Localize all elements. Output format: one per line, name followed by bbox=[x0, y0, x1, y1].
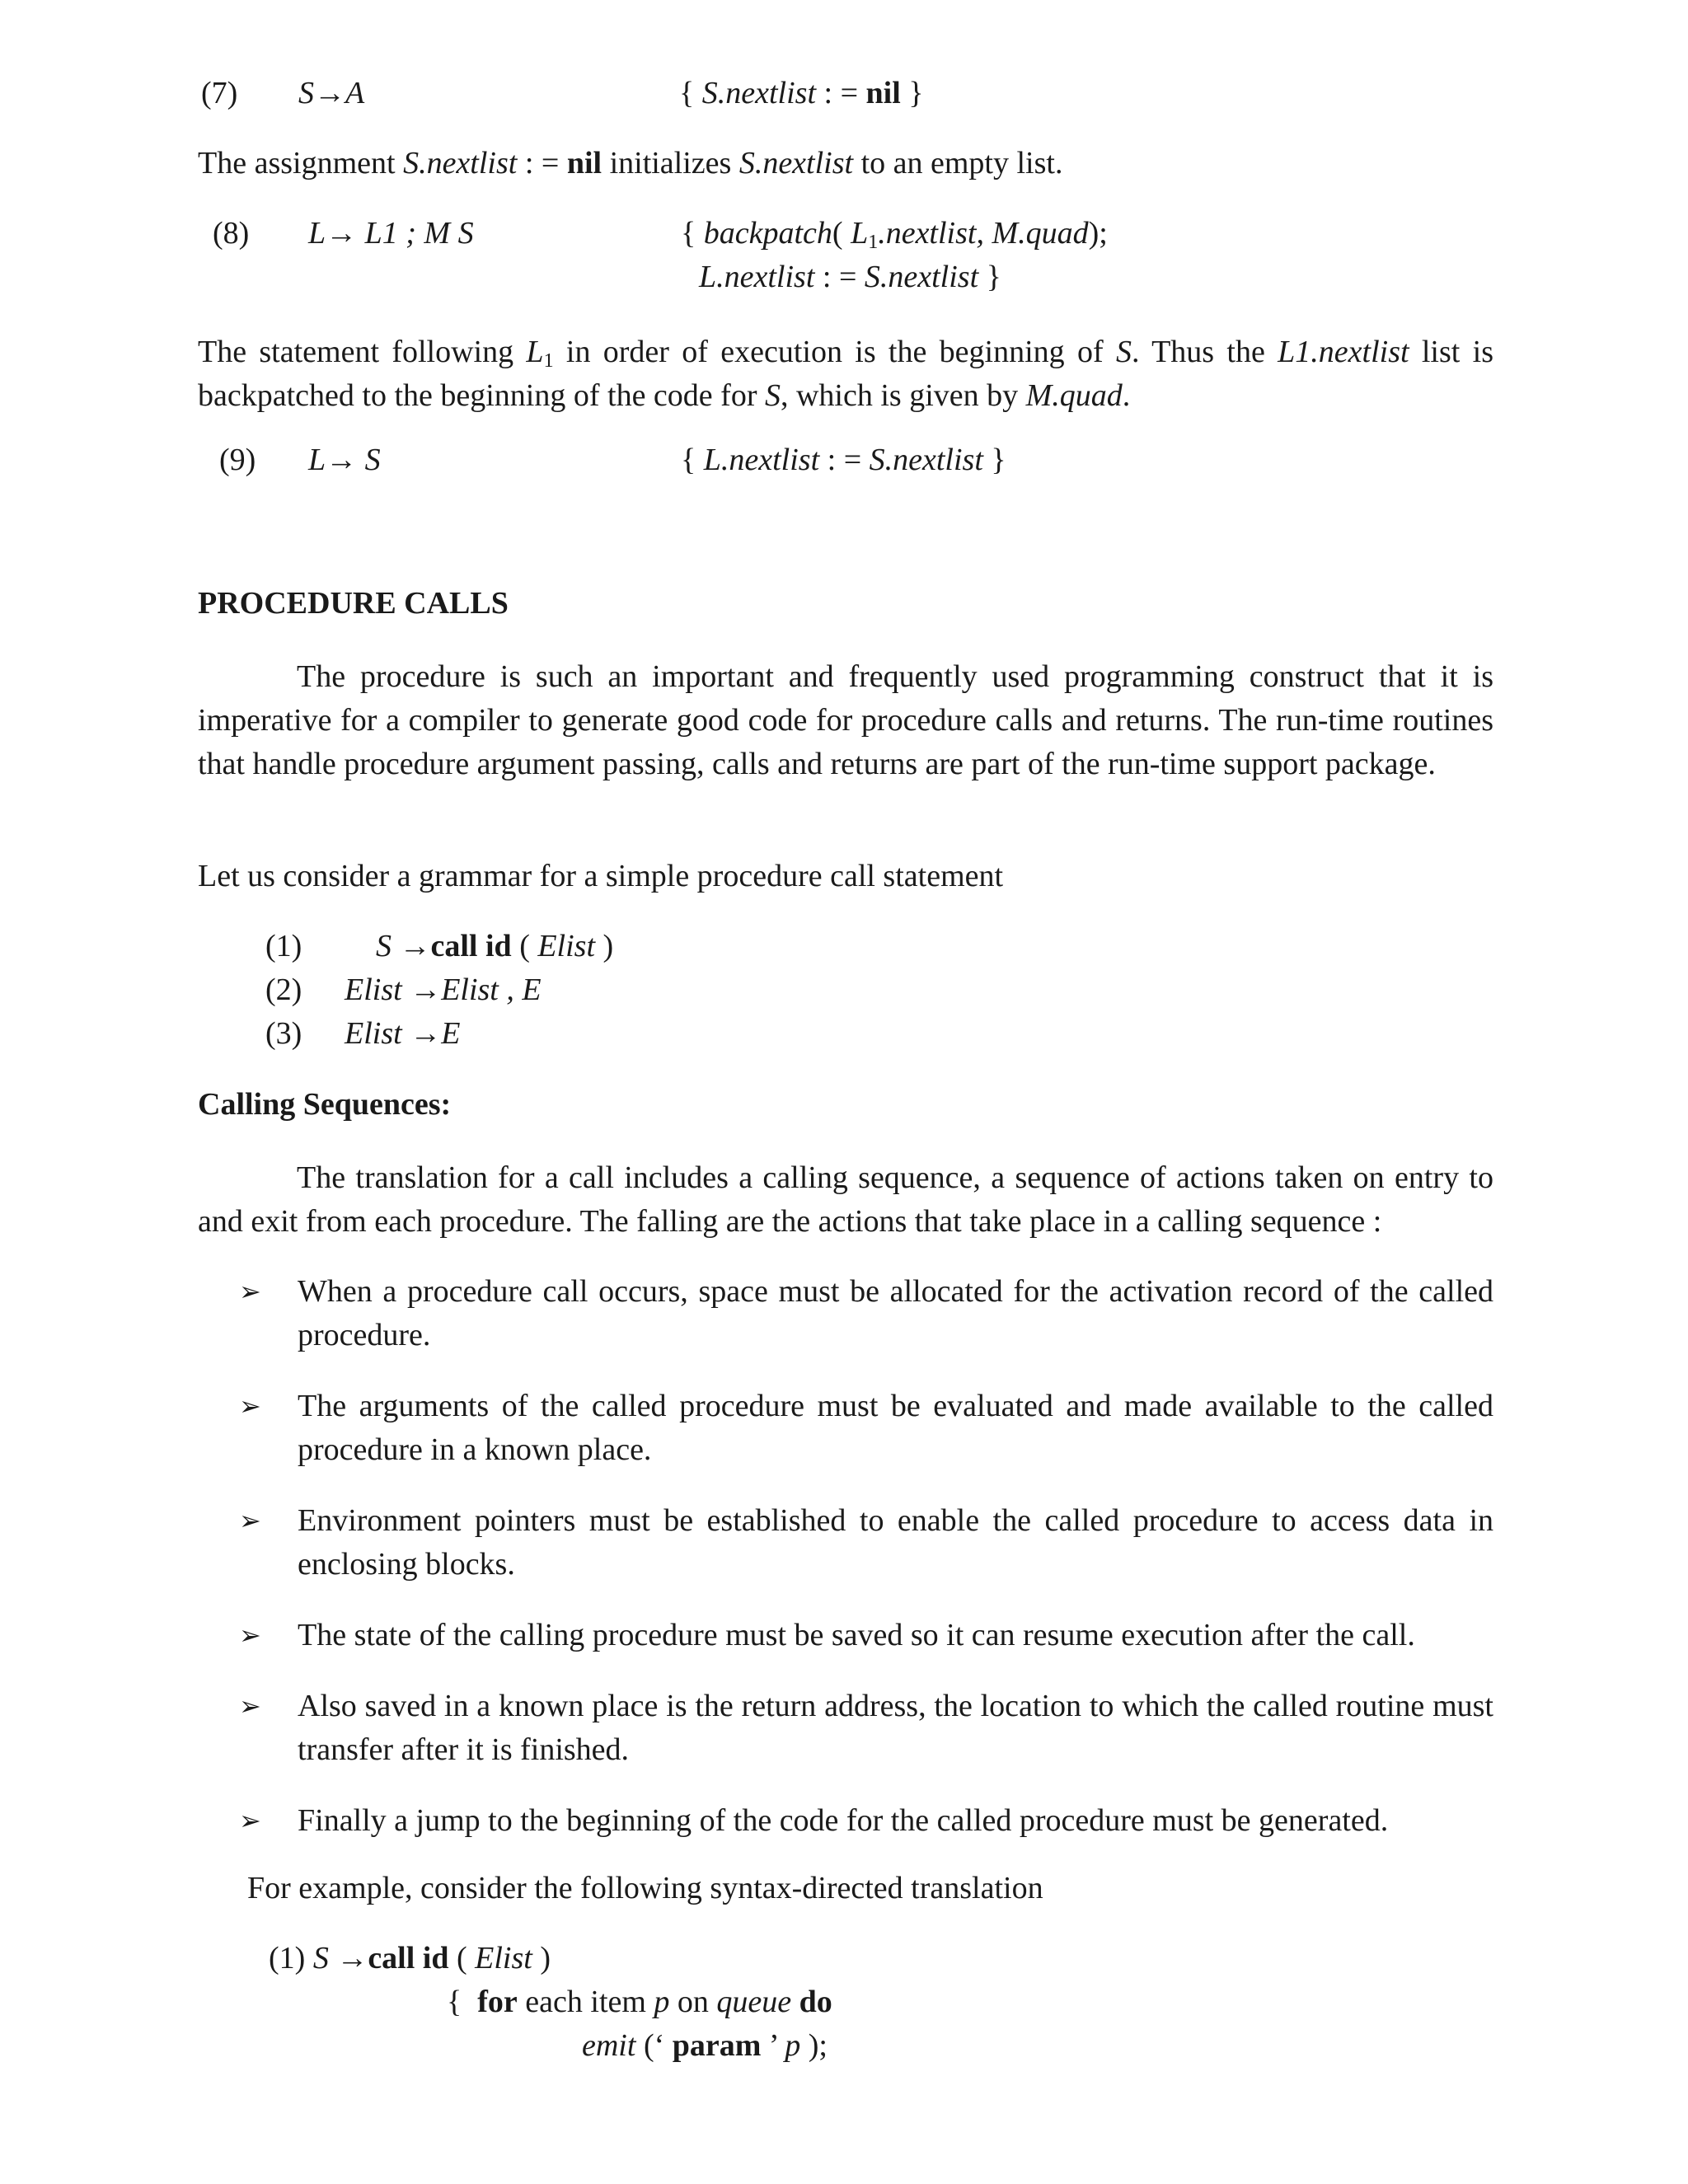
subscript: 1 bbox=[868, 232, 879, 253]
rule8-note bbox=[198, 330, 1493, 418]
rule8-action-line1 bbox=[681, 217, 1108, 251]
calling-paragraph: The translation for a call includes a calling sequence, a sequence of actions taken on entry to and exit from each procedure. The falling are the actions that take place in a calling sequence : bbox=[198, 1160, 1493, 1239]
text-run: , which is given by bbox=[780, 378, 1026, 413]
text-run: : = bbox=[517, 146, 567, 180]
rule7-lhs: S bbox=[298, 76, 314, 110]
arrow-icon: → bbox=[401, 1016, 442, 1051]
bullet-5-icon: ➢ bbox=[239, 1691, 261, 1721]
rule9-action bbox=[681, 443, 1006, 478]
rule7-action bbox=[679, 77, 924, 111]
text-run: in order of execution is the beginning of bbox=[553, 335, 1116, 369]
text-run: ) bbox=[532, 1941, 551, 1975]
bullet-3-icon: ➢ bbox=[239, 1506, 261, 1535]
brace-close: } bbox=[900, 76, 924, 110]
text-run: Elist bbox=[475, 1941, 532, 1975]
keyword: call id bbox=[368, 1941, 449, 1975]
text-run: list is backpatched to the beginning of the code for bbox=[198, 335, 1493, 413]
arrow-icon: → bbox=[314, 76, 345, 110]
text-run: to an empty list. bbox=[853, 146, 1063, 180]
grammar-item-3 bbox=[345, 1017, 460, 1052]
text-run: S bbox=[312, 1941, 329, 1975]
text-run: S.nextlist bbox=[869, 443, 983, 477]
assign-op: : = bbox=[814, 260, 865, 294]
text-run: Elist , E bbox=[441, 972, 542, 1007]
rule7-number: (7) bbox=[201, 76, 238, 110]
grammar-item-3-number: (3) bbox=[265, 1016, 302, 1051]
rule9-rhs: S bbox=[364, 443, 381, 477]
text-run: S bbox=[764, 378, 781, 413]
text-run: initializes bbox=[602, 146, 739, 180]
example-line-2 bbox=[447, 1985, 832, 2020]
arrow-icon: → bbox=[392, 929, 431, 963]
text-run: The assignment bbox=[198, 146, 404, 180]
text-run: . bbox=[1122, 378, 1131, 413]
keyword: param bbox=[672, 2028, 762, 2063]
text-run: M.quad bbox=[1025, 378, 1123, 413]
grammar-item-1-number: (1) bbox=[265, 929, 302, 963]
text-run: L1.nextlist bbox=[1278, 335, 1409, 369]
text-run: ) bbox=[595, 929, 614, 963]
text-run: The statement following bbox=[198, 335, 527, 369]
text-run: L.nextlist bbox=[703, 443, 820, 477]
grammar-item-1 bbox=[376, 930, 613, 964]
brace-open: { bbox=[679, 76, 702, 110]
text-run: nil bbox=[566, 146, 603, 180]
paren-open: ( bbox=[832, 216, 851, 251]
grammar-item-2-number: (2) bbox=[265, 972, 302, 1007]
bullet-4-icon: ➢ bbox=[239, 1620, 261, 1650]
rule7-attr: S.nextlist bbox=[701, 76, 817, 110]
rule7-production bbox=[298, 77, 364, 111]
bullet-1-text: When a procedure call occurs, space must be allocated for the activation record of the called procedure. bbox=[298, 1274, 1493, 1352]
example-line-3 bbox=[582, 2029, 828, 2064]
text-run: ’ bbox=[761, 2028, 785, 2063]
text-run: (1) bbox=[269, 1941, 306, 1975]
text-run: queue bbox=[716, 1985, 792, 2019]
text-run: p bbox=[785, 2028, 801, 2063]
assign-op: : = bbox=[819, 443, 870, 477]
text-run: Elist bbox=[345, 1016, 402, 1051]
text-run: (‘ bbox=[635, 2028, 673, 2063]
rule8-production bbox=[308, 217, 474, 251]
rule8-number: (8) bbox=[213, 216, 250, 251]
brace-close: } bbox=[978, 260, 1001, 294]
text-run: each item bbox=[517, 1985, 654, 2019]
text-run: ); bbox=[800, 2028, 828, 2063]
rule9-lhs: L bbox=[308, 443, 326, 477]
rule9-production bbox=[308, 443, 381, 478]
arrow-icon: → bbox=[328, 1941, 368, 1975]
function-name: emit bbox=[582, 2028, 636, 2063]
arrow-icon: → bbox=[326, 443, 358, 477]
subscript: 1 bbox=[543, 350, 554, 372]
text-run: . Thus the bbox=[1131, 335, 1278, 369]
keyword: call id bbox=[430, 929, 512, 963]
bullet-2-icon: ➢ bbox=[239, 1391, 261, 1421]
text-run: L bbox=[526, 335, 544, 369]
rule7-value: nil bbox=[865, 76, 901, 110]
rule8-lhs: L bbox=[308, 216, 326, 251]
grammar-item-2 bbox=[345, 973, 542, 1008]
subheading: Calling Sequences: bbox=[198, 1087, 452, 1122]
text-run: S.nextlist bbox=[864, 260, 979, 294]
example-intro: For example, consider the following syntax-directed translation bbox=[247, 1871, 1043, 1905]
example-line-1 bbox=[269, 1942, 551, 1976]
brace-open: { bbox=[447, 1985, 462, 2019]
keyword: for bbox=[477, 1985, 518, 2019]
brace-open: { bbox=[681, 216, 704, 251]
text-run: ( bbox=[511, 929, 538, 963]
intro-paragraph: The procedure is such an important and frequently used programming construct that it is imperative for a compiler to generate good code for procedure calls and returns. The run-time routines that handle procedure argument passing, calls and returns are part of the run-time support package. bbox=[198, 659, 1493, 781]
grammar-intro: Let us consider a grammar for a simple procedure call statement bbox=[198, 859, 1004, 893]
text-run: L.nextlist bbox=[699, 260, 815, 294]
bullet-6-text: Finally a jump to the beginning of the code for the called procedure must be generated. bbox=[298, 1803, 1389, 1838]
brace-close: } bbox=[982, 443, 1006, 477]
rule7-note bbox=[198, 147, 1062, 181]
function-name: backpatch bbox=[703, 216, 832, 251]
text-run: S.nextlist bbox=[738, 146, 854, 180]
text-run: S.nextlist bbox=[403, 146, 518, 180]
text-run: L bbox=[851, 216, 869, 251]
text-run: Elist bbox=[345, 972, 402, 1007]
assign-op: : = bbox=[816, 76, 866, 110]
text-run: ( bbox=[448, 1941, 476, 1975]
text-run: on bbox=[669, 1985, 717, 2019]
rule8-rhs: L1 ; M S bbox=[364, 216, 474, 251]
text-run: E bbox=[441, 1016, 461, 1051]
bullet-5-text: Also saved in a known place is the return address, the location to which the called routine must transfer after it is finished. bbox=[298, 1689, 1493, 1767]
text-run: Elist bbox=[537, 929, 596, 963]
bullet-2-text: The arguments of the called procedure must be evaluated and made available to the called procedure in a known place. bbox=[298, 1389, 1493, 1467]
brace-open: { bbox=[681, 443, 704, 477]
text-run: p bbox=[654, 1985, 670, 2019]
bullet-4-text: The state of the calling procedure must be saved so it can resume execution after the call. bbox=[298, 1618, 1415, 1652]
bullet-3-text: Environment pointers must be established to enable the called procedure to access data in enclosing blocks. bbox=[298, 1503, 1493, 1582]
bullet-1-icon: ➢ bbox=[239, 1277, 261, 1306]
rule7-rhs: A bbox=[345, 76, 365, 110]
keyword: do bbox=[791, 1985, 832, 2019]
rule9-number: (9) bbox=[219, 443, 256, 477]
rule8-action-line2 bbox=[699, 260, 1001, 295]
arrow-icon: → bbox=[401, 972, 442, 1007]
text-run: S bbox=[1115, 335, 1132, 369]
section-heading: PROCEDURE CALLS bbox=[198, 586, 509, 621]
arrow-icon: → bbox=[326, 216, 358, 251]
text-run: S bbox=[376, 929, 392, 963]
bullet-6-icon: ➢ bbox=[239, 1806, 261, 1835]
text-run: ); bbox=[1088, 216, 1108, 251]
text-run: .nextlist, M.quad bbox=[878, 216, 1089, 251]
